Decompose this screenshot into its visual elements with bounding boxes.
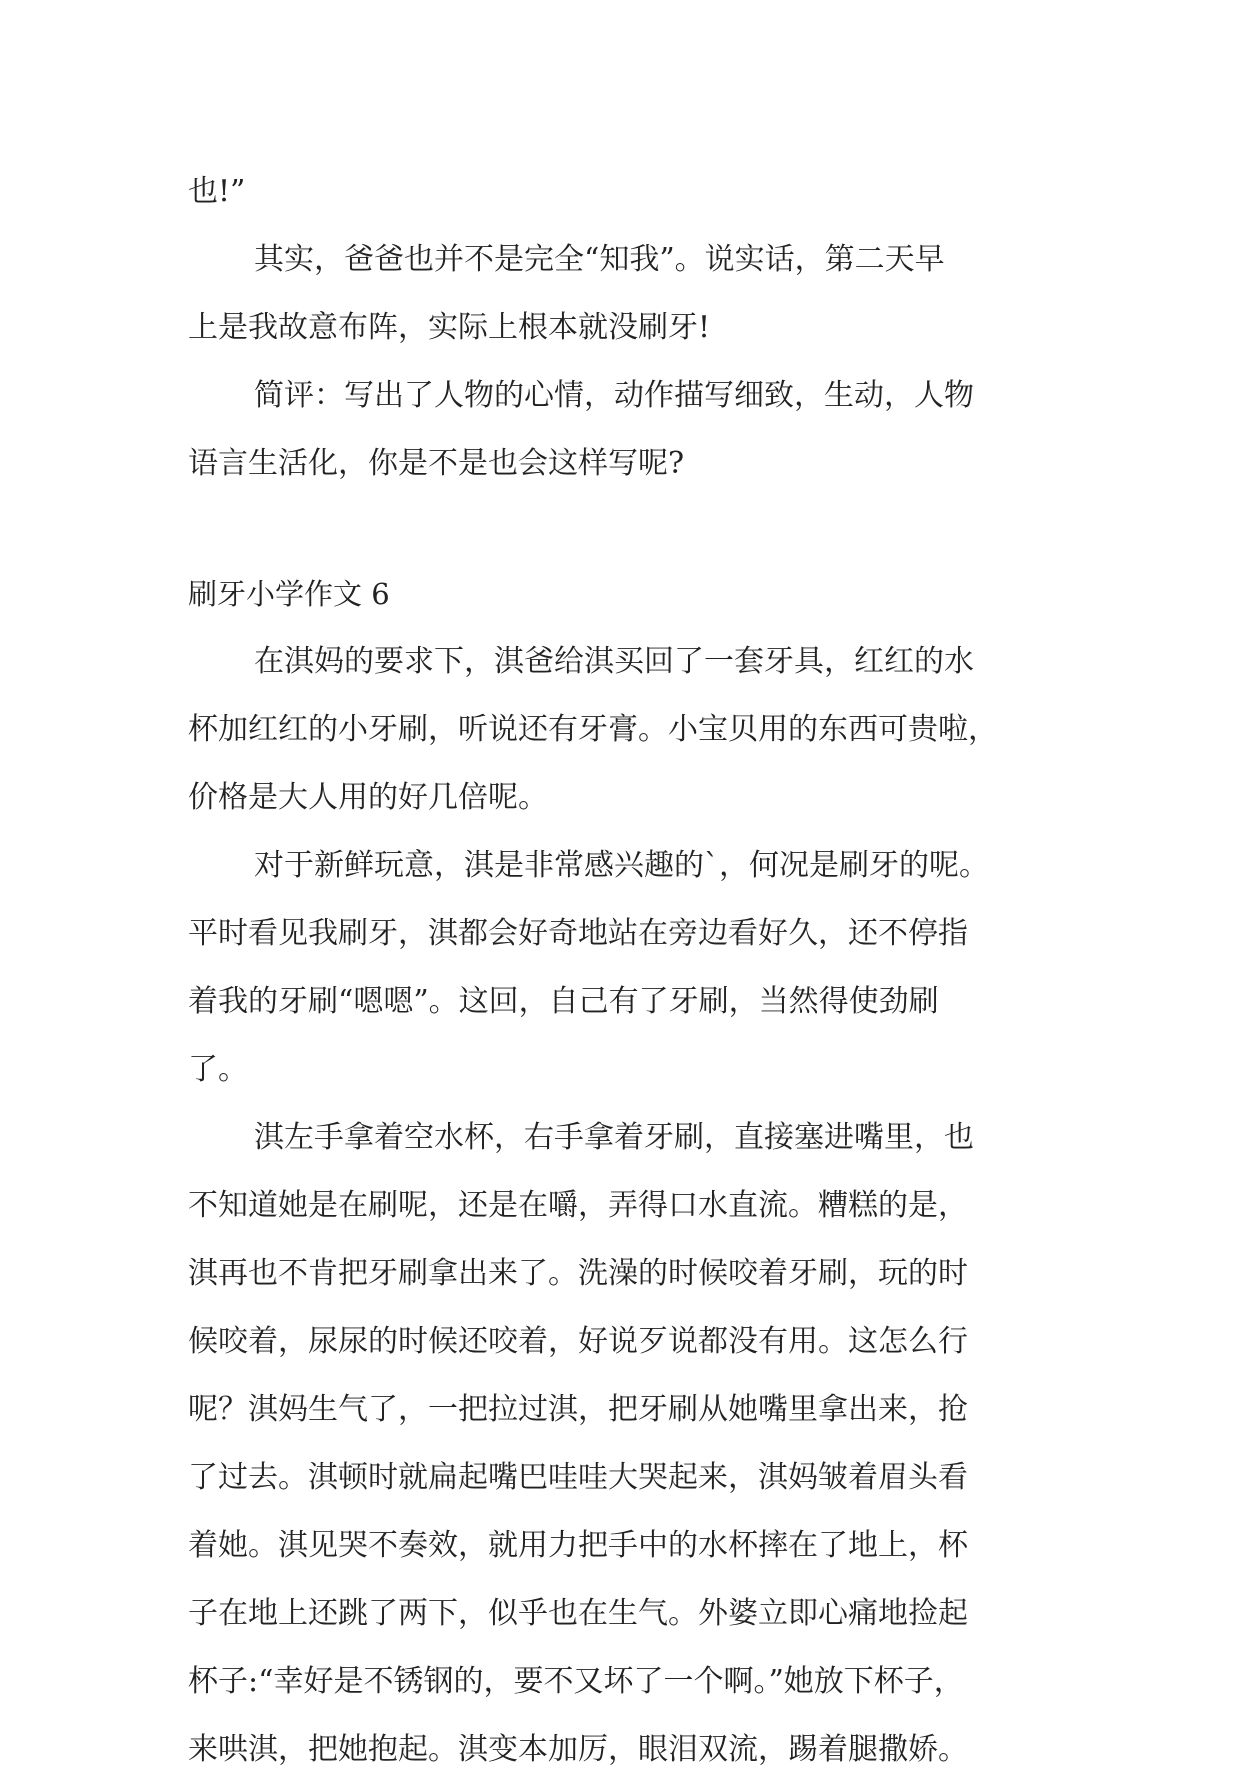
text-line: 语言生活化，你是不是也会这样写呢? (188, 446, 685, 481)
section-gap (188, 498, 1068, 560)
text-line: 杯加红红的小牙刷，听说还有牙膏。小宝贝用的东西可贵啦， (188, 712, 998, 747)
text-line: 着我的牙刷“嗯嗯”。这回，自己有了牙刷，当然得使劲刷 (188, 984, 939, 1019)
text-line: 在淇妈的要求下，淇爸给淇买回了一套牙具，红红的水 (254, 644, 974, 679)
text-line: 杯子:“幸好是不锈钢的，要不又坏了一个啊。”她放下杯子， (188, 1664, 964, 1699)
text-line: 呢？淇妈生气了，一把拉过淇，把牙刷从她嘴里拿出来，抢 (188, 1392, 968, 1427)
text-line: 子在地上还跳了两下，似乎也在生气。外婆立即心痛地捡起 (188, 1596, 968, 1631)
text-line: 简评：写出了人物的心情，动作描写细致，生动，人物 (254, 378, 974, 413)
document-page (188, 158, 1068, 1784)
text-line: 淇左手拿着空水杯，右手拿着牙刷，直接塞进嘴里，也 (254, 1120, 974, 1155)
text-line: 着她。淇见哭不奏效，就用力把手中的水杯摔在了地上，杯 (188, 1528, 968, 1563)
text-line: 来哄淇，把她抱起。淇变本加厉，眼泪双流，踢着腿撒娇。 (188, 1732, 968, 1767)
text-line: 平时看见我刷牙，淇都会好奇地站在旁边看好久，还不停指 (188, 916, 968, 951)
text-line: 了。 (188, 1052, 248, 1087)
text-line: 不知道她是在刷呢，还是在嚼，弄得口水直流。糟糕的是， (188, 1188, 968, 1223)
text-line: 了过去。淇顿时就扁起嘴巴哇哇大哭起来，淇妈皱着眉头看 (188, 1460, 968, 1495)
text-line: 上是我故意布阵，实际上根本就没刷牙! (188, 310, 711, 345)
text-line: 价格是大人用的好几倍呢。 (188, 780, 548, 815)
text-line: 其实，爸爸也并不是完全“知我”。说实话，第二天早 (254, 242, 945, 277)
section-title: 刷牙小学作文 6 (188, 577, 390, 611)
text-line: 也!” (188, 174, 246, 209)
text-line: 候咬着，尿尿的时候还咬着，好说歹说都没有用。这怎么行 (188, 1324, 968, 1359)
text-line: 对于新鲜玩意，淇是非常感兴趣的`，何况是刷牙的呢。 (254, 848, 989, 883)
text-line: 淇再也不肯把牙刷拿出来了。洗澡的时候咬着牙刷，玩的时 (188, 1256, 968, 1291)
